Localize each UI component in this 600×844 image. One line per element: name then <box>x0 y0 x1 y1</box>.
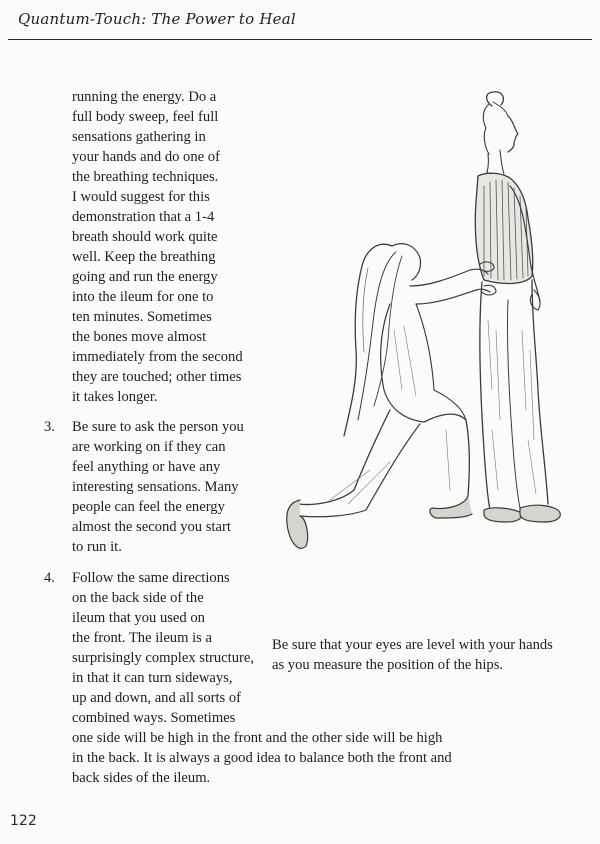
running-header: Quantum-Touch: The Power to Heal <box>18 10 296 28</box>
kneeling-figure <box>287 244 496 549</box>
text-line: are working on if they can <box>72 439 226 455</box>
text-line: demonstration that a 1-4 <box>72 209 215 225</box>
text-line: running the energy. Do a <box>72 89 217 105</box>
text-line: sensations gathering in <box>72 129 206 145</box>
text-line: into the ileum for one to <box>72 289 214 305</box>
text-line: going and run the energy <box>72 269 218 285</box>
list-number-3: 3. <box>44 419 55 435</box>
text-line: one side will be high in the front and the other side will be high <box>72 730 443 746</box>
text-line: breath should work quite <box>72 229 218 245</box>
text-line: well. Keep the breathing <box>72 249 216 265</box>
text-line: back sides of the ileum. <box>72 770 211 786</box>
illustration-hip-measurement <box>270 90 570 555</box>
text-line: feel anything or have any <box>72 459 221 475</box>
text-line: full body sweep, feel full <box>72 109 219 125</box>
text-line: in that it can turn sideways, <box>72 670 233 686</box>
page-number: 122 <box>10 813 37 829</box>
text-line: the bones move almost <box>72 329 207 345</box>
text-line: up and down, and all sorts of <box>72 690 242 706</box>
text-line: interesting sensations. Many <box>72 479 239 495</box>
list-item-4 <box>72 568 452 788</box>
text-line: Be sure to ask the person you <box>72 419 244 435</box>
continuation-paragraph <box>72 87 243 407</box>
text-line: combined ways. Sometimes <box>72 710 236 726</box>
text-line: the front. The ileum is a <box>72 630 212 646</box>
figure-caption <box>272 635 553 675</box>
text-line: people can feel the energy <box>72 499 225 515</box>
list-item-3 <box>72 417 244 557</box>
text-line: I would suggest for this <box>72 189 210 205</box>
text-line: the breathing techniques. <box>72 169 219 185</box>
text-line: on the back side of the <box>72 590 204 606</box>
text-line: surprisingly complex structure, <box>72 650 254 666</box>
text-line: your hands and do one of <box>72 149 220 165</box>
caption-line: as you measure the position of the hips. <box>272 657 504 673</box>
list-number-4: 4. <box>44 570 55 586</box>
text-line: immediately from the second <box>72 349 243 365</box>
text-line: Follow the same directions <box>72 570 230 586</box>
text-line: they are touched; other times <box>72 369 242 385</box>
text-line: in the back. It is always a good idea to balance both the front and <box>72 750 452 766</box>
text-line: ileum that you used on <box>72 610 205 626</box>
text-line: almost the second you start <box>72 519 231 535</box>
header-rule <box>8 39 592 40</box>
standing-figure <box>475 92 560 522</box>
text-line: it takes longer. <box>72 389 158 405</box>
text-line: ten minutes. Sometimes <box>72 309 212 325</box>
caption-line: Be sure that your eyes are level with your hands <box>272 637 553 653</box>
text-line: to run it. <box>72 539 122 555</box>
